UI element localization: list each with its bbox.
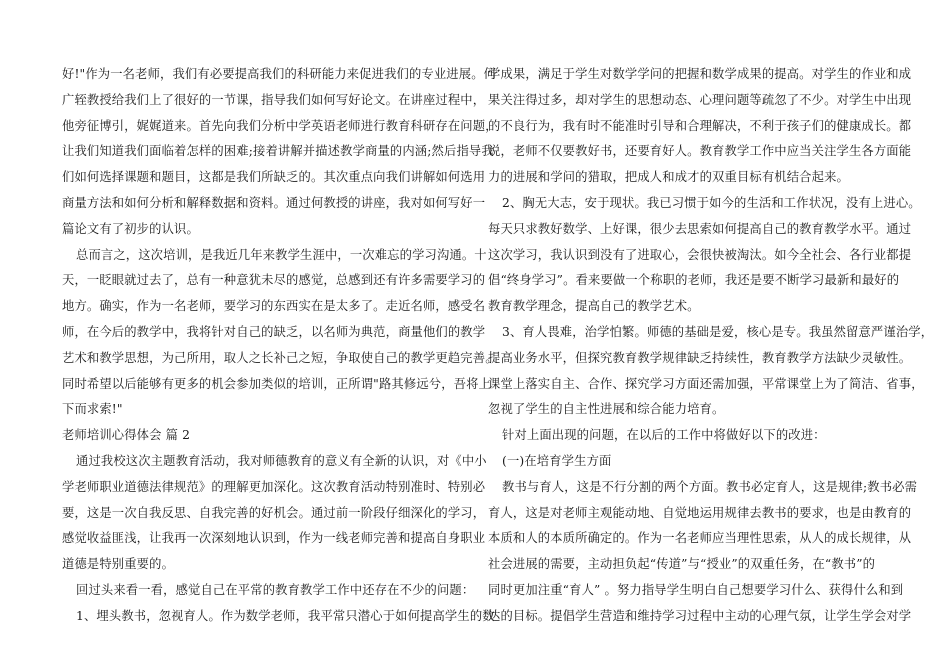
left-text-line: 1、埋头教书，忽视育人。作为数学老师，我平常只潜心于如何提高学生的数: [76, 608, 495, 623]
right-text-line: 针对上面出现的问题，在以后的工作中将做好以下的改进：: [502, 428, 826, 443]
right-text-line: 学成果，满足于学生对数学学问的把握和数学成果的提高。对学生的作业和成: [488, 67, 912, 81]
left-text-line: 广轾教授给我们上了很好的一节课，指导我们如何写好论文。在讲座过程中，: [62, 92, 486, 107]
left-text-column: [62, 62, 498, 630]
left-text-line: 师，在今后的教学中，我将针对自己的缺乏，以名师为典范，商量他们的教学: [62, 324, 486, 339]
left-text-line: 道德是特别重要的。: [62, 557, 175, 572]
left-text-line: 艺术和教学思想，为己所用，取人之长补己之短，争取使自己的教学更趋完善。: [62, 350, 498, 365]
left-text-line: 学老师职业道德法律规范》的理解更加深化。这次教育活动特别准时、特别必: [62, 479, 486, 494]
right-text-line: 达的目标。提倡学生营造和维持学习过程中主动的心理气氛，让学生学会对学: [488, 608, 912, 623]
left-text-line: 篇论文有了初步的认识。: [62, 221, 199, 236]
left-text-line: 回过头来看一看，感觉自己在平常的教育教学工作中还存在不少的问题：: [76, 582, 475, 597]
right-text-line: 提高业务水平，但探究教育教学规律缺乏持续性，教育教学方法缺少灵敏性。: [488, 350, 912, 365]
left-text-line: 天，一眨眼就过去了，总有一种意犹未尽的感觉，总感到还有许多需要学习的: [62, 273, 486, 288]
right-text-column: [488, 62, 934, 630]
left-text-line: 要，这是一次自我反思、自我完善的好机会。通过前一阶段仔细深化的学习，: [62, 505, 486, 520]
left-text-line: 们如何选择课题和题目，这都是我们所缺乏的。其次重点向我们讲解如何选用: [62, 170, 486, 185]
right-text-line: 倡“终身学习”。看来要做一个称职的老师，我还是要不断学习最新和最好的: [488, 273, 900, 288]
left-text-line: 感觉收益匪浅，让我再一次深刻地认识到，作为一线老师完善和提高自身职业: [62, 531, 486, 546]
right-text-line: 说，老师不仅要教好书，还要育好人。教育教学工作中应当关注学生各方面能: [488, 144, 912, 159]
right-text-line: 教书与育人，这是不行分割的两个方面。教书必定育人，这是规律;教书必需: [502, 479, 918, 494]
left-text-line: 地方。确实，作为一名老师，要学习的东西实在是太多了。走近名师，感受名: [62, 299, 486, 314]
right-text-line: (一)在培育学生方面: [502, 453, 612, 468]
left-text-line: 商量方法和如何分析和解释数据和资料。通过何教授的讲座，我对如何写好一: [62, 195, 486, 210]
right-text-line: 育人，这是对老师主观能动地、自觉地运用规律去教书的要求，也是由教育的: [488, 505, 912, 520]
left-text-line: 通过我校这次主题教育活动，我对师德教育的意义有全新的认识，对《中小: [76, 453, 487, 468]
left-text-line: 好!"作为一名老师，我们有必要提高我们的科研能力来促进我们的专业进展。何: [62, 67, 497, 81]
left-text-line: 下而求索!": [62, 402, 123, 417]
right-text-line: 教育教学理念，提高自己的教学艺术。: [488, 299, 700, 314]
right-text-line: 3、育人畏难，治学怕繁。师德的基础是爱，核心是专。我虽然留意严谨治学，: [502, 324, 934, 339]
right-text-line: 的不良行为，我有时不能准时引导和合理解决，不利于孩子们的健康成长。都: [488, 118, 912, 133]
right-text-line: 忽视了学生的自主性进展和综合能力培育。: [488, 402, 725, 417]
right-text-line: 2、胸无大志，安于现状。我已习惯于如今的生活和工作状况，没有上进心。: [502, 195, 921, 210]
right-text-line: 社会进展的需要，主动担负起“传道”与“授业”的双重任务，在“教书”的: [488, 557, 876, 572]
left-text-line: 让我们知道我们面临着怎样的困难;接着讲解并描述教学商量的内涵;然后指导我: [62, 144, 494, 159]
right-text-line: 力的进展和学问的猎取，把成人和成才的双重目标有机结合起来。: [488, 170, 849, 185]
right-text-line: 课堂上落实自主、合作、探究学习方面还需加强，平常课堂上为了简洁、省事，: [488, 376, 924, 391]
left-text-line: 同时希望以后能够有更多的机会参加类似的培训，正所谓"路其修远兮，吾将上: [62, 376, 492, 391]
right-text-line: 本质和人的本质所确定的。作为一名老师应当理性思索，从人的成长规律，从: [488, 531, 912, 546]
left-text-line: 老师培训心得体会 篇 2: [62, 428, 191, 443]
left-text-line: 总而言之，这次培训，是我近几年来教学生涯中，一次难忘的学习沟通。十: [76, 247, 487, 262]
right-text-line: 每天只求教好数学、上好课，很少去思索如何提高自己的教育教学水平。通过: [488, 221, 912, 236]
left-text-line: 他旁征博引，娓娓道来。首先向我们分析中学英语老师进行教育科研存在问题，: [62, 118, 498, 133]
right-text-line: 同时更加注重“育人” 。努力指导学生明白自己想要学习什么、获得什么和到: [488, 582, 904, 597]
right-text-line: 果关注得过多，却对学生的思想动态、心理问题等疏忽了不少。对学生中出现: [488, 92, 912, 107]
right-text-line: 这次学习，我认识到没有了进取心，会很快被淘汰。如今全社会、各行业都提: [488, 247, 912, 262]
